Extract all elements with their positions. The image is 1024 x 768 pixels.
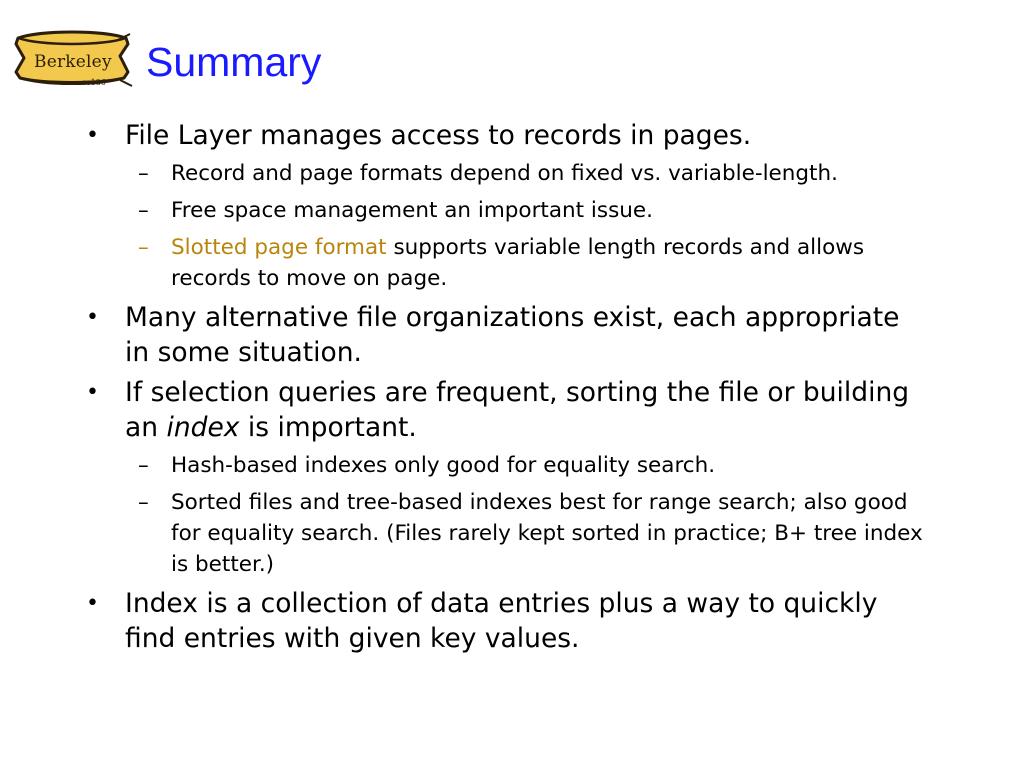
dash-marker: –	[138, 198, 149, 223]
bullet-text: Many alternative file organizations exist, each appropriate in some situation.	[125, 302, 900, 368]
slide-title: Summary	[146, 39, 322, 85]
bullet-marker: •	[86, 123, 99, 148]
italic-term: index	[166, 412, 240, 443]
bullet-text: is important.	[239, 412, 417, 443]
sub-bullet-slotted-page	[86, 232, 926, 294]
sub-bullet-text: Hash-based indexes only good for equality search.	[171, 453, 716, 478]
dash-marker: –	[138, 161, 149, 186]
bullet-selection-queries	[86, 375, 926, 445]
bullet-text: File Layer manages access to records in pages.	[125, 120, 752, 151]
bullet-marker: •	[86, 591, 99, 616]
sub-bullet-sorted-files	[86, 487, 926, 580]
sub-bullet-text: Record and page formats depend on fixed vs. variable-length.	[171, 161, 838, 186]
sub-bullet-hash-indexes	[86, 450, 926, 481]
dash-marker: –	[138, 235, 149, 260]
sub-bullet-list	[86, 158, 926, 294]
dash-marker: –	[138, 453, 149, 478]
bullet-marker: •	[86, 305, 99, 330]
highlight-term: Slotted page format	[171, 235, 387, 260]
bullet-text: Index is a collection of data entries plus a way to quickly find entries with given key values.	[125, 588, 878, 654]
bullet-index-definition	[86, 586, 926, 656]
sub-bullet-free-space	[86, 195, 926, 226]
slide-body	[86, 118, 926, 661]
sub-bullet-list	[86, 450, 926, 580]
dash-marker: –	[138, 490, 149, 515]
sub-bullet-text: Sorted files and tree-based indexes best for range search; also good for equality search. (Files rarely kept sorted in practice; B+ tree index is better.)	[171, 490, 923, 577]
bullet-file-layer	[86, 118, 926, 153]
berkeley-logo	[12, 28, 134, 96]
sub-bullet-text: supports variable length records and allows records to move on page.	[171, 235, 865, 291]
logo-text: Berkeley	[34, 52, 112, 72]
bullet-file-organizations	[86, 300, 926, 370]
logo-graphic	[12, 28, 134, 96]
sub-bullet-record-formats	[86, 158, 926, 189]
bullet-text: If selection queries are frequent, sorting the file or building an	[125, 377, 910, 443]
sub-bullet-text: Free space management an important issue.	[171, 198, 653, 223]
bullet-marker: •	[86, 380, 99, 405]
logo-subtext: cs186	[82, 78, 106, 87]
